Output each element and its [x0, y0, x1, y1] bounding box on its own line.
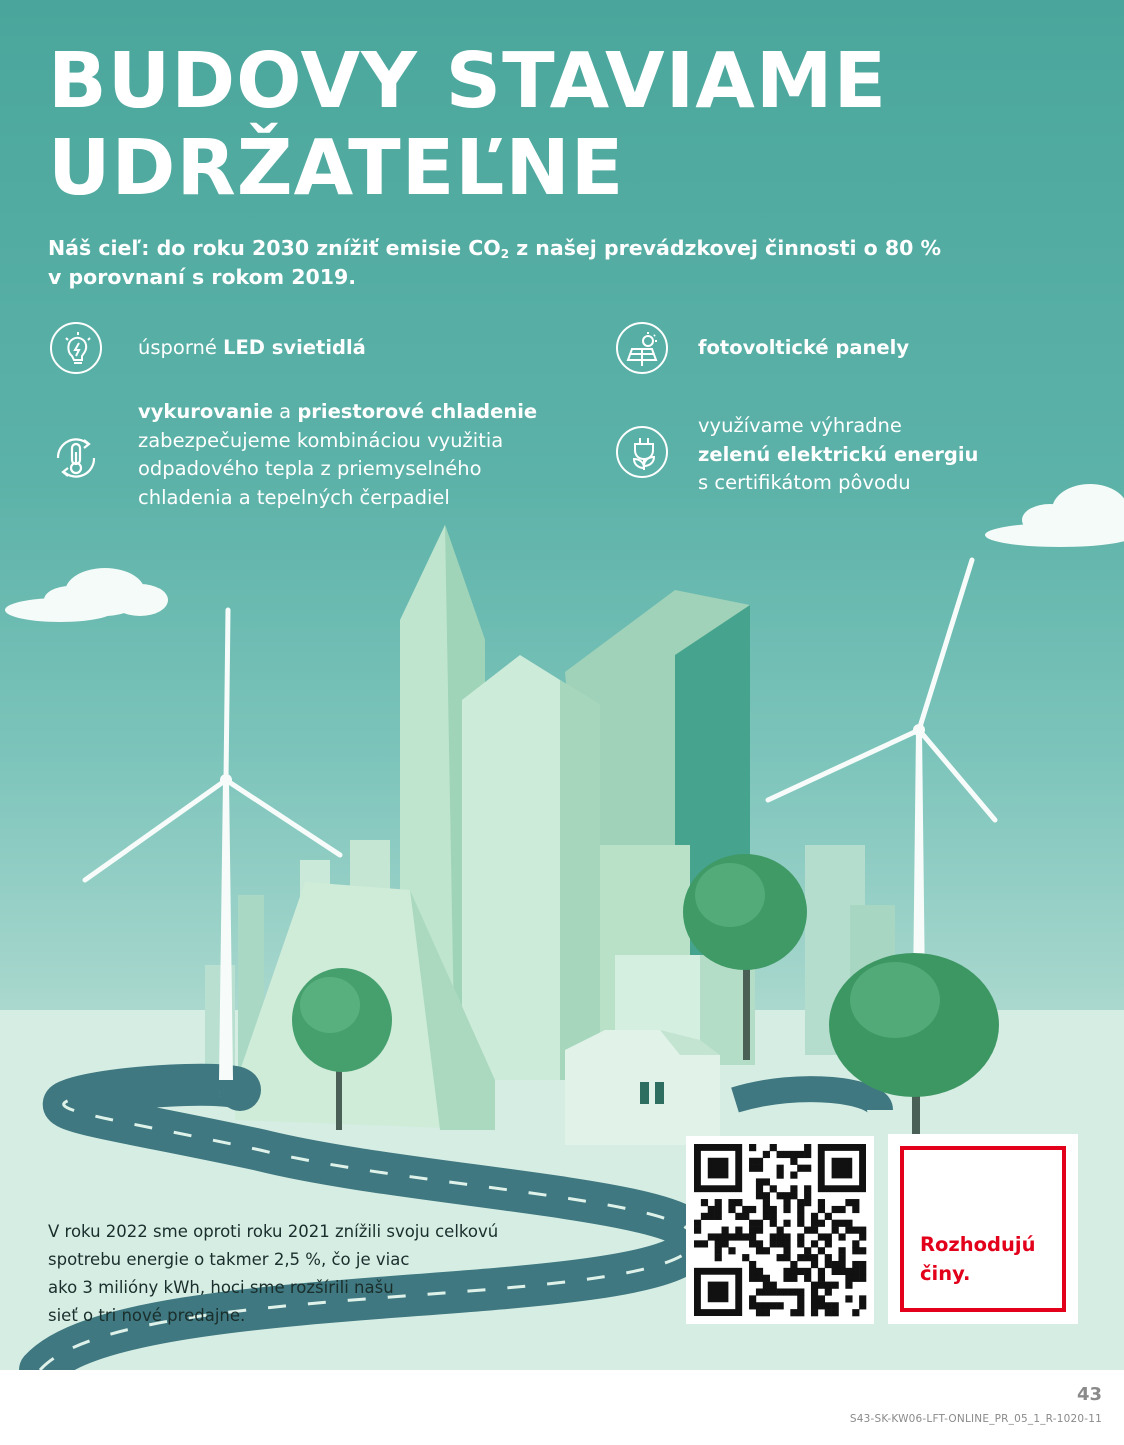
energy-text-line-4: sieť o tri nové predajne. [48, 1306, 246, 1325]
goal-text-3: v porovnaní s rokom 2019. [48, 265, 357, 289]
feature-heating-mid: a [272, 400, 298, 423]
goal-statement [48, 234, 1068, 292]
headline [48, 38, 887, 212]
feature-heating-bold-1: vykurovanie [138, 400, 273, 423]
page-number: 43 [1076, 1384, 1102, 1405]
feature-heating-line-2: zabezpečujeme kombináciou využitia [138, 428, 504, 452]
feature-green-line-3: s certifikátom pôvodu [698, 471, 911, 494]
brand-slogan [920, 1230, 1035, 1288]
goal-co2-subscript: 2 [500, 247, 510, 261]
goal-text-2: z našej prevádzkovej činnosti o 80 % [509, 236, 942, 260]
brand-slogan-line-2: činy. [920, 1262, 971, 1285]
feature-green-bold: zelenú elektrickú energiu [698, 442, 979, 466]
feature-led-bold: LED svietidlá [223, 336, 366, 359]
feature-heating-line-4: chladenia a tepelných čerpadiel [138, 485, 450, 509]
cloud-right [985, 484, 1124, 547]
headline-line-2: UDRŽATEĽNE [48, 124, 625, 213]
feature-solar-bold: fotovoltické panely [698, 336, 910, 359]
energy-text-line-2: spotrebu energie o takmer 2,5 %, čo je viac [48, 1250, 410, 1269]
feature-green-line-1: využívame výhradne [698, 414, 902, 437]
headline-line-1: BUDOVY STAVIAME [48, 37, 888, 126]
feature-green-energy [698, 412, 978, 498]
thermometer-cycle-icon [46, 428, 98, 480]
feature-led-pre: úsporné [138, 336, 224, 359]
feature-led [138, 334, 366, 363]
feature-solar [698, 334, 909, 363]
energy-text-line-1: V roku 2022 sme oproti roku 2021 znížili svoju celkovú [48, 1222, 499, 1241]
energy-reduction-text [48, 1218, 568, 1330]
plug-leaf-icon [616, 426, 668, 478]
feature-heating [138, 398, 537, 512]
brand-slogan-line-1: Rozhodujú [920, 1233, 1036, 1256]
led-bulb-icon [50, 322, 102, 374]
qr-code[interactable] [686, 1136, 874, 1324]
goal-text-1: Náš cieľ: do roku 2030 znížiť emisie CO [48, 236, 501, 260]
energy-text-line-3: ako 3 milióny kWh, hoci sme rozšírili našu [48, 1278, 394, 1297]
feature-heating-bold-2: priestorové chladenie [297, 400, 538, 423]
cloud-left [5, 568, 168, 622]
feature-heating-line-3: odpadového tepla z priemyselného [138, 457, 482, 480]
brand-slogan-box [888, 1134, 1078, 1324]
solar-panel-icon [616, 322, 668, 374]
document-code: S43-SK-KW06-LFT-ONLINE_PR_05_1_R-1020-11 [849, 1413, 1102, 1425]
qr-code-pattern [686, 1136, 874, 1324]
